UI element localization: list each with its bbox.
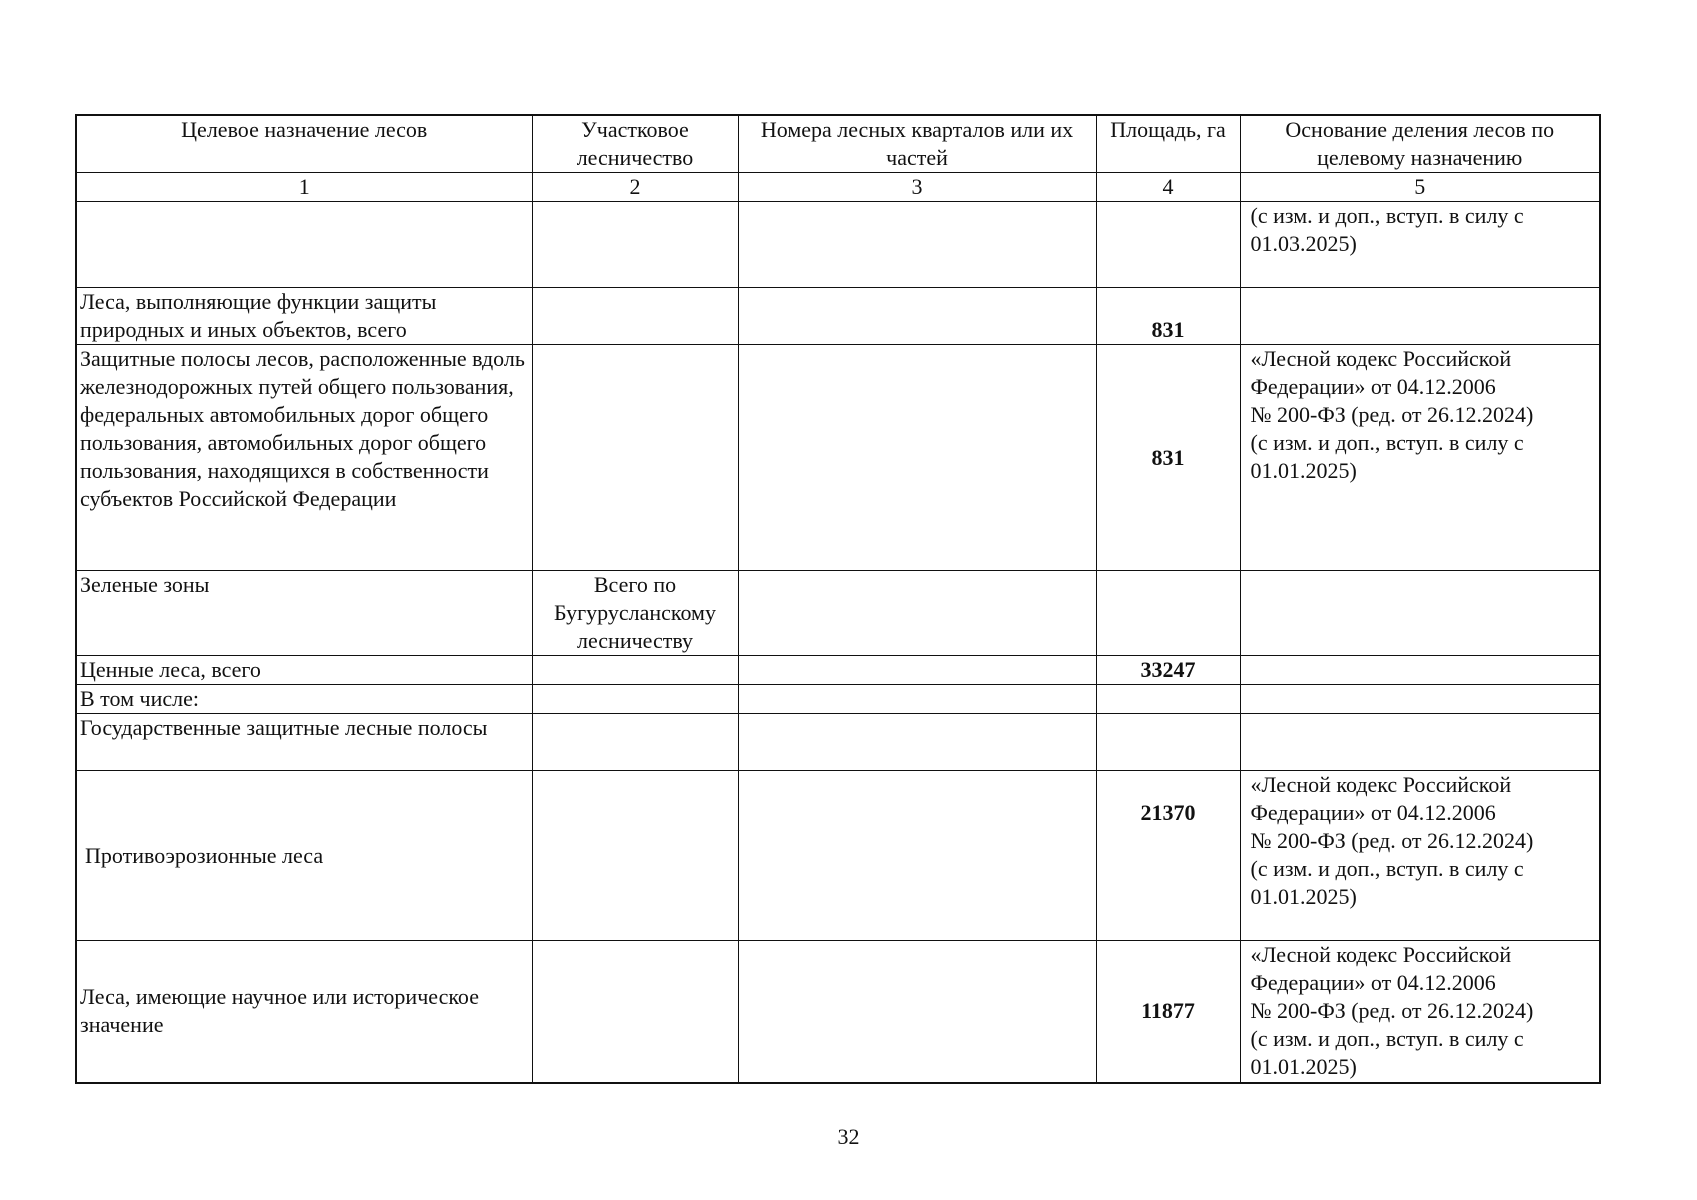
table-row	[76, 685, 1600, 714]
header-quarters: Номера лесных кварталов или их частей	[738, 115, 1096, 173]
row-basis	[1240, 288, 1600, 345]
table-header-row	[76, 115, 1600, 173]
row-forestry	[532, 345, 738, 571]
row-basis: «Лесной кодекс Российской Федерации» от 04.12.2006 № 200-ФЗ (ред. от 26.12.2024) (с изм. и доп., вступ. в силу с 01.01.2025)	[1240, 941, 1600, 1083]
row-area	[1096, 571, 1240, 656]
table-row	[76, 771, 1600, 941]
row-purpose: Защитные полосы лесов, расположенные вдоль железнодорожных путей общего пользования, федеральных автомобильных дорог общего пользования, автомобильных дорог общего пользования, находящихся в собственности субъектов Российской Федерации	[76, 345, 532, 571]
header-area: Площадь, га	[1096, 115, 1240, 173]
row-basis	[1240, 685, 1600, 714]
row-purpose: Противоэрозионные леса	[76, 771, 532, 941]
row-purpose: Леса, выполняющие функции защиты природных и иных объектов, всего	[76, 288, 532, 345]
row-forestry	[532, 771, 738, 941]
row-purpose: В том числе:	[76, 685, 532, 714]
row-area	[1096, 202, 1240, 288]
row-quarters	[738, 771, 1096, 941]
table-row	[76, 202, 1600, 288]
row-area: 831	[1096, 345, 1240, 571]
table-row	[76, 345, 1600, 571]
row-purpose: Ценные леса, всего	[76, 656, 532, 685]
row-basis: (с изм. и доп., вступ. в силу с 01.03.2025)	[1240, 202, 1600, 288]
row-basis	[1240, 656, 1600, 685]
table-row	[76, 714, 1600, 771]
row-forestry	[532, 288, 738, 345]
row-purpose: Государственные защитные лесные полосы	[76, 714, 532, 771]
row-forestry	[532, 685, 738, 714]
header-basis: Основание деления лесов по целевому назначению	[1240, 115, 1600, 173]
row-quarters	[738, 288, 1096, 345]
table-row	[76, 288, 1600, 345]
row-quarters	[738, 345, 1096, 571]
row-purpose: Зеленые зоны	[76, 571, 532, 656]
page-number: 32	[837, 1124, 860, 1149]
row-basis	[1240, 571, 1600, 656]
row-basis: «Лесной кодекс Российской Федерации» от 04.12.2006 № 200-ФЗ (ред. от 26.12.2024) (с изм. и доп., вступ. в силу с 01.01.2025)	[1240, 771, 1600, 941]
row-forestry	[532, 941, 738, 1083]
column-number: 1	[76, 173, 532, 202]
row-purpose: Леса, имеющие научное или историческое значение	[76, 941, 532, 1083]
header-purpose: Целевое назначение лесов	[76, 115, 532, 173]
row-forestry	[532, 714, 738, 771]
header-forestry: Участковое лесничество	[532, 115, 738, 173]
row-area	[1096, 685, 1240, 714]
row-quarters	[738, 685, 1096, 714]
row-basis: «Лесной кодекс Российской Федерации» от 04.12.2006 № 200-ФЗ (ред. от 26.12.2024) (с изм. и доп., вступ. в силу с 01.01.2025)	[1240, 345, 1600, 571]
row-area	[1096, 714, 1240, 771]
column-number: 5	[1240, 173, 1600, 202]
column-number: 3	[738, 173, 1096, 202]
row-forestry	[532, 202, 738, 288]
row-forestry: Всего по Бугурусланскому лесничеству	[532, 571, 738, 656]
row-quarters	[738, 656, 1096, 685]
table-row	[76, 656, 1600, 685]
column-number: 2	[532, 173, 738, 202]
row-quarters	[738, 714, 1096, 771]
column-number: 4	[1096, 173, 1240, 202]
row-area: 831	[1096, 288, 1240, 345]
row-quarters	[738, 941, 1096, 1083]
row-quarters	[738, 571, 1096, 656]
row-area: 33247	[1096, 656, 1240, 685]
column-number-row	[76, 173, 1600, 202]
row-forestry	[532, 656, 738, 685]
row-area: 21370	[1096, 771, 1240, 941]
row-area: 11877	[1096, 941, 1240, 1083]
forest-purpose-table	[75, 114, 1601, 1084]
row-quarters	[738, 202, 1096, 288]
table-row	[76, 941, 1600, 1083]
row-basis	[1240, 714, 1600, 771]
row-purpose	[76, 202, 532, 288]
table-row	[76, 571, 1600, 656]
